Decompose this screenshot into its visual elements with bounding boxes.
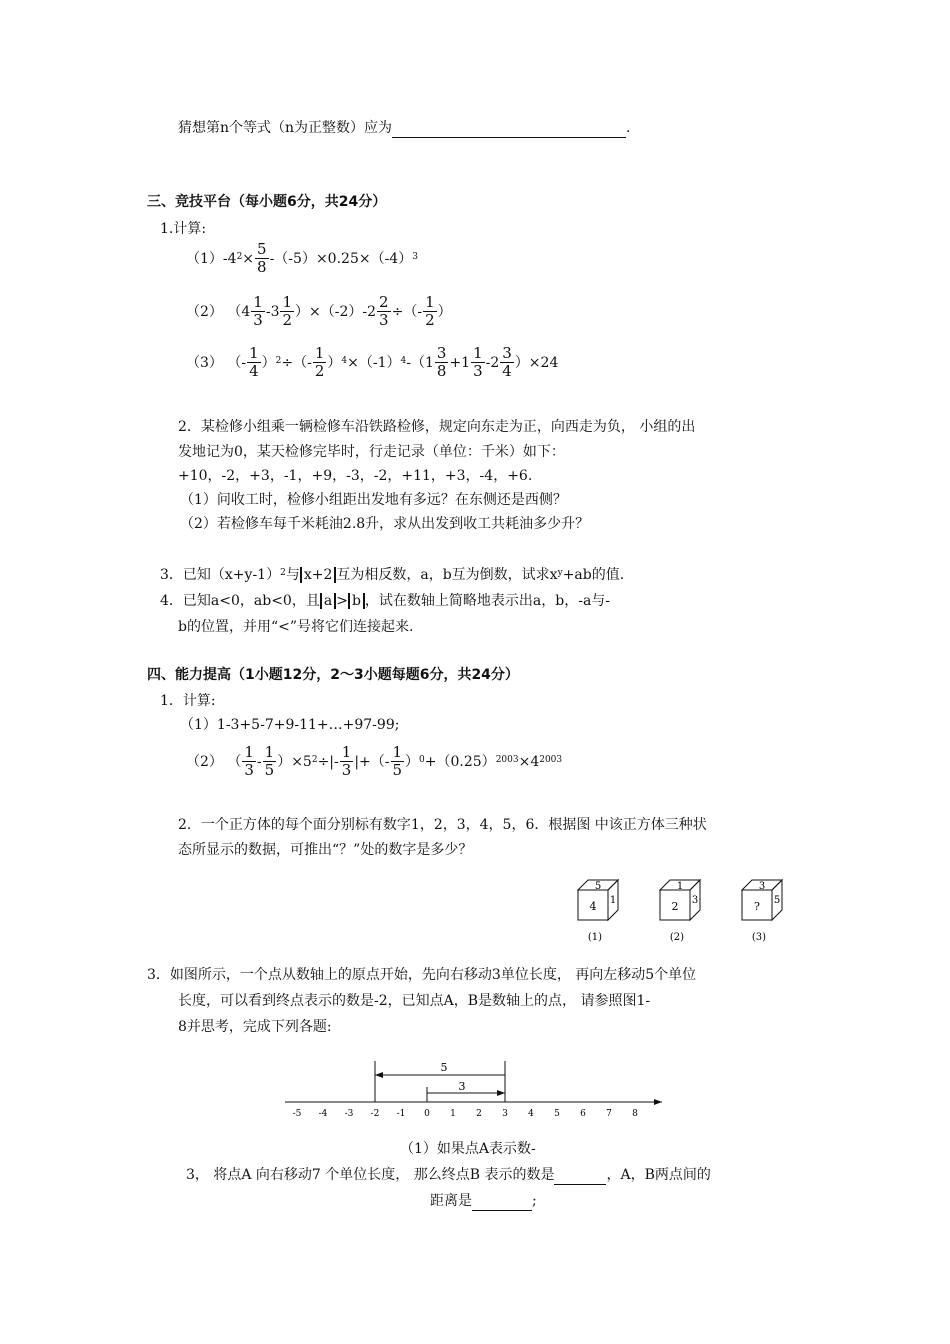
text: ; bbox=[532, 1193, 537, 1209]
cube-2 bbox=[660, 880, 700, 942]
section3-q1-label: 1.计算: bbox=[160, 221, 207, 237]
exponent: 2003 bbox=[495, 754, 519, 765]
cubes-figure bbox=[570, 872, 800, 942]
cube-side-number: 1 bbox=[609, 895, 617, 906]
term: -（1 bbox=[406, 354, 434, 371]
cube-label: (2) bbox=[669, 932, 685, 942]
numerator: 1 bbox=[264, 743, 275, 761]
exponent: 2 bbox=[280, 568, 286, 578]
cube-label: (1) bbox=[587, 932, 603, 942]
section4-q2-line2: 态所显示的数据，可推出“？”处的数字是多少？ bbox=[178, 842, 473, 858]
denominator: 4 bbox=[249, 362, 259, 380]
cube-side-number: 5 bbox=[773, 895, 781, 906]
denominator: 3 bbox=[473, 362, 483, 380]
cube-3 bbox=[742, 880, 782, 942]
arrow-short-label: 3 bbox=[458, 1080, 466, 1093]
conjecture-line bbox=[178, 119, 631, 138]
fraction bbox=[280, 294, 294, 329]
denominator: 2 bbox=[425, 311, 435, 329]
numerator: 3 bbox=[436, 344, 447, 362]
text: ，A，B两点间的 bbox=[606, 1167, 711, 1183]
text: > bbox=[336, 593, 348, 609]
answer-blank-b[interactable] bbox=[554, 1166, 606, 1185]
tick-label: 6 bbox=[580, 1109, 586, 1119]
numerator: 1 bbox=[253, 293, 263, 311]
term: ）×（-2）-2 bbox=[295, 303, 377, 320]
section3-q2-sub1: （1）问收工时，检修小组距出发地有多远？在东侧还是西侧？ bbox=[180, 492, 567, 508]
fraction bbox=[313, 345, 327, 380]
cube-front-number: ? bbox=[754, 900, 760, 913]
tick-label: -4 bbox=[318, 1109, 328, 1119]
tick-label: 2 bbox=[476, 1109, 482, 1119]
text: 3．已知（x+y-1） bbox=[160, 567, 281, 583]
cube-top-number: 1 bbox=[676, 881, 684, 892]
denominator: 5 bbox=[392, 761, 403, 779]
fraction bbox=[340, 744, 354, 779]
section3-q3 bbox=[160, 566, 624, 584]
numerator: 1 bbox=[425, 293, 435, 311]
fraction bbox=[251, 294, 265, 329]
fraction bbox=[391, 744, 405, 779]
conjecture-text: 猜想第n个等式（n为正整数）应为 bbox=[178, 120, 393, 136]
denominator: 4 bbox=[502, 362, 512, 380]
tick-label: 7 bbox=[606, 1109, 612, 1119]
fraction bbox=[435, 345, 449, 380]
section4-q3-line1: 3．如图所示，一个点从数轴上的原点开始，先向右移动3单位长度， 再向左移动5个单位 bbox=[147, 967, 697, 983]
term: ） bbox=[327, 354, 342, 371]
tick-label: 5 bbox=[554, 1109, 560, 1119]
exponent: 3 bbox=[412, 251, 418, 262]
term: ） bbox=[405, 753, 420, 770]
fraction bbox=[242, 744, 256, 779]
denominator: 2 bbox=[314, 362, 325, 380]
term: -2 bbox=[485, 354, 500, 371]
section4-q3-line2: 长度，可以看到终点表示的数是-2，已知点A，B是数轴上的点， 请参照图1- bbox=[178, 993, 651, 1009]
arrow-left-icon bbox=[375, 1072, 383, 1078]
section4-expr1: （1）1-3+5-7+9-11+…+97-99; bbox=[180, 717, 400, 733]
arrow-right-icon bbox=[497, 1090, 505, 1096]
term: ×（-1） bbox=[347, 354, 401, 371]
term: ） bbox=[261, 354, 276, 371]
exponent: 2 bbox=[275, 355, 282, 366]
text: 距离是 bbox=[430, 1193, 472, 1209]
text: 3， 将点A 向右移动7 个单位长度， 那么终点B 表示的数是 bbox=[186, 1167, 555, 1183]
section3-expr1 bbox=[186, 241, 418, 276]
section4-sub1-line1: （1）如果点A表示数- bbox=[400, 1141, 536, 1157]
denominator: 3 bbox=[341, 761, 352, 779]
tick-label: -3 bbox=[344, 1109, 354, 1119]
cube-1 bbox=[578, 880, 618, 942]
term: +（0.25） bbox=[424, 753, 496, 770]
term: +1 bbox=[449, 354, 471, 371]
answer-blank-distance[interactable] bbox=[472, 1192, 532, 1211]
exponent: 2 bbox=[311, 754, 318, 765]
text: 与 bbox=[285, 567, 300, 583]
numerator: 1 bbox=[392, 743, 403, 761]
numerator: 1 bbox=[473, 344, 483, 362]
fraction bbox=[423, 294, 437, 329]
term: ÷（- bbox=[391, 303, 423, 320]
exponent: 0 bbox=[419, 754, 425, 765]
section4-sub1-line2 bbox=[186, 1166, 711, 1185]
section3-expr3 bbox=[186, 345, 558, 380]
denominator: 3 bbox=[379, 311, 389, 329]
denominator: 3 bbox=[253, 311, 263, 329]
tick-label: 8 bbox=[632, 1109, 638, 1119]
expr-label: （2） bbox=[186, 303, 223, 320]
number-line-figure bbox=[280, 1055, 670, 1125]
denominator: 2 bbox=[282, 311, 293, 329]
term: ÷（- bbox=[281, 354, 312, 371]
section4-q3-line3: 8并思考，完成下列各题: bbox=[178, 1019, 332, 1035]
absolute-value: x+2 bbox=[300, 567, 337, 583]
arrow-long-label: 5 bbox=[440, 1061, 448, 1074]
text: 互为相反数，a，b互为倒数，试求x bbox=[336, 567, 558, 583]
fraction bbox=[247, 345, 261, 380]
term: ×4 bbox=[518, 753, 540, 770]
fraction bbox=[471, 345, 485, 380]
section3-q4-line2: b的位置，并用“<”号将它们连接起来. bbox=[178, 619, 414, 635]
exponent: y bbox=[557, 568, 563, 578]
fraction bbox=[255, 241, 269, 276]
exponent: 4 bbox=[400, 355, 407, 366]
section4-q2-line1: 2．一个正方体的每个面分别标有数字1，2，3，4，5，6．根据图 中该正方体三种状 bbox=[178, 817, 707, 833]
expr-label: （1） bbox=[186, 250, 223, 267]
text: 4．已知a<0，ab<0，且 bbox=[160, 593, 320, 609]
section4-q1-label: 1．计算: bbox=[160, 693, 216, 709]
absolute-value: a bbox=[320, 593, 336, 609]
numerator: 1 bbox=[249, 344, 259, 362]
tick-label: -1 bbox=[396, 1109, 406, 1119]
section3-q4-line1 bbox=[160, 592, 610, 610]
numerator: 2 bbox=[379, 293, 389, 311]
term: ）×5 bbox=[277, 753, 312, 770]
denominator: 3 bbox=[244, 761, 254, 779]
cube-front-number: 4 bbox=[589, 900, 597, 913]
tick-label: -5 bbox=[292, 1109, 302, 1119]
cube-label: (3) bbox=[751, 932, 767, 942]
section4-expr2 bbox=[186, 744, 562, 779]
cube-front-number: 2 bbox=[671, 900, 679, 913]
term: -3 bbox=[265, 303, 280, 320]
numerator: 1 bbox=[244, 743, 254, 761]
term: -（-5）×0.25×（-4） bbox=[269, 250, 413, 267]
numerator: 1 bbox=[341, 743, 352, 761]
times: × bbox=[242, 250, 255, 267]
denominator: 8 bbox=[436, 362, 447, 380]
section3-q2-line1: 2．某检修小组乘一辆检修车沿铁路检修，规定向东走为正，向西走为负， 小组的出 bbox=[178, 419, 696, 435]
tick-label: -2 bbox=[370, 1109, 380, 1119]
term: ）×24 bbox=[514, 354, 559, 371]
period: . bbox=[626, 120, 631, 136]
text: +ab的值. bbox=[562, 567, 625, 583]
section3-q2-sub2: （2）若检修车每千米耗油2.8升，求从出发到收工共耗油多少升？ bbox=[180, 516, 590, 532]
exponent: 2003 bbox=[539, 754, 563, 765]
expr-label: （2） bbox=[186, 753, 223, 770]
expr-label: （3） bbox=[186, 354, 223, 371]
section3-q2-records: +10，-2，+3，-1，+9，-3，-2，+11，+3，-4，+6. bbox=[178, 468, 533, 484]
tick-label: 1 bbox=[450, 1109, 456, 1119]
section3-heading: 三、竞技平台（每小题6分，共24分） bbox=[147, 194, 387, 210]
exponent: 2 bbox=[236, 251, 243, 262]
numerator: 1 bbox=[314, 344, 325, 362]
exponent: 4 bbox=[341, 355, 348, 366]
section3-q2-line2: 发地记为0，某天检修完毕时，行走记录（单位：千米）如下： bbox=[178, 444, 565, 460]
tick-label: 4 bbox=[528, 1109, 534, 1119]
cube-top-number: 5 bbox=[594, 881, 602, 892]
absolute-value: b bbox=[348, 593, 365, 609]
term: （- bbox=[227, 354, 247, 371]
tick-label: 3 bbox=[502, 1109, 508, 1119]
cube-top-number: 3 bbox=[758, 881, 766, 892]
tick-label: 0 bbox=[424, 1109, 430, 1119]
cube-side-number: 3 bbox=[691, 895, 699, 906]
numerator: 5 bbox=[257, 240, 267, 258]
axis-arrow-icon bbox=[654, 1099, 662, 1105]
numerator: 1 bbox=[282, 293, 293, 311]
text: ，试在数轴上简略地表示出a，b，-a与- bbox=[364, 593, 611, 609]
term: ） bbox=[437, 303, 452, 320]
section4-sub1-line3 bbox=[430, 1192, 537, 1211]
term: （ bbox=[227, 753, 242, 770]
numerator: 3 bbox=[502, 344, 512, 362]
fraction bbox=[500, 345, 514, 380]
term: - bbox=[256, 753, 262, 770]
denominator: 8 bbox=[257, 258, 267, 276]
denominator: 5 bbox=[264, 761, 275, 779]
term: ÷|- bbox=[317, 753, 339, 770]
fraction bbox=[377, 294, 391, 329]
term: |+（- bbox=[354, 753, 390, 770]
term: -4 bbox=[222, 250, 237, 267]
term: （4 bbox=[227, 303, 251, 320]
fraction bbox=[263, 744, 277, 779]
section3-expr2 bbox=[186, 294, 452, 329]
answer-blank[interactable] bbox=[392, 119, 626, 138]
section4-heading: 四、能力提高（1小题12分，2～3小题每题6分，共24分） bbox=[147, 667, 519, 683]
